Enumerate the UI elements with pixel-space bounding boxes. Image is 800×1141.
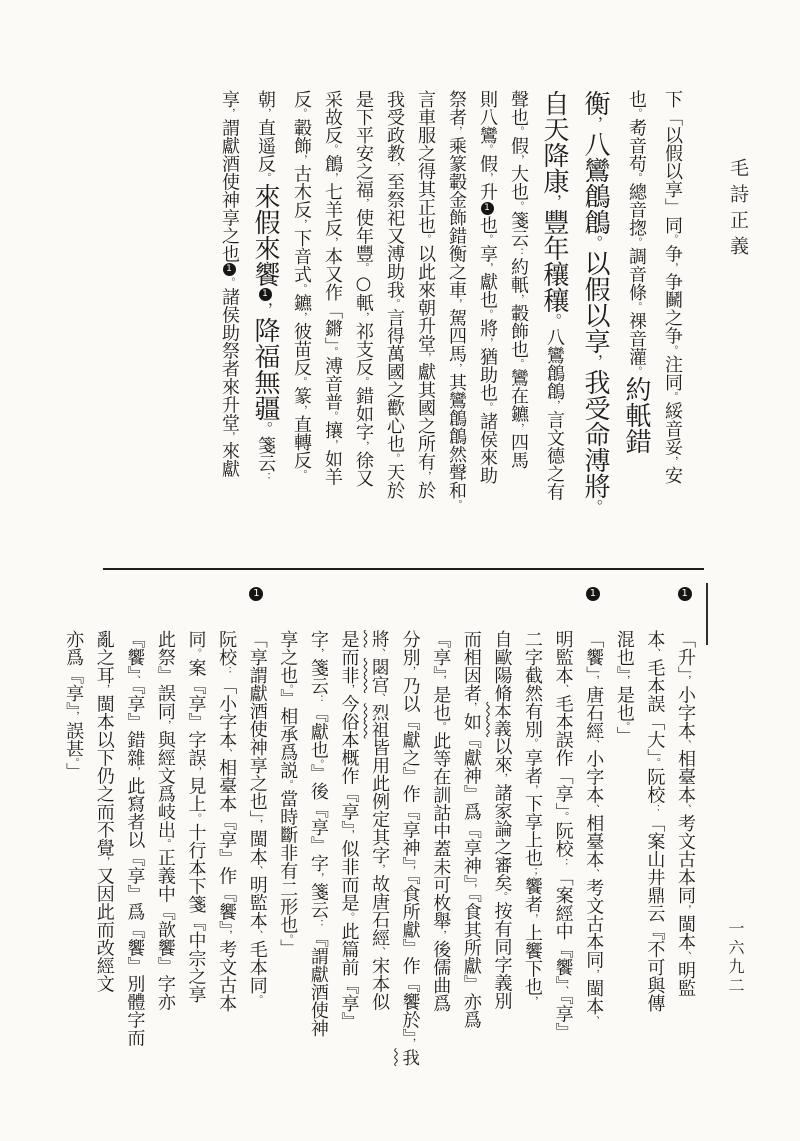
- punctuation: 。: [630, 301, 642, 312]
- punctuation: ，: [464, 883, 477, 894]
- punctuation: 。: [311, 758, 324, 765]
- punctuation: 。: [295, 376, 307, 387]
- page-number: 一六九二: [726, 920, 745, 996]
- book-title-text: 本義: [491, 702, 512, 737]
- annotation-text: 下「以假以享」同。争，争鬭之争。注同。綏音妥，安: [662, 90, 683, 485]
- book-title-text: 烈祖: [369, 703, 390, 739]
- text-column: [534, 90, 575, 566]
- collation-note-column: [547, 585, 578, 1090]
- punctuation: ，: [548, 400, 560, 411]
- punctuation: ；: [526, 866, 539, 878]
- punctuation: ，: [295, 404, 307, 416]
- punctuation: ，: [481, 262, 493, 273]
- punctuation: ，: [357, 198, 369, 209]
- punctuation: ：: [556, 857, 569, 869]
- annotation-text: 此祭』誤同，與經文爲岐出。正義中『歆饗』字亦: [154, 630, 176, 1011]
- punctuation: ，: [586, 116, 604, 132]
- scripture-text: 來假來饗: [250, 182, 280, 287]
- punctuation: 、: [250, 865, 263, 876]
- punctuation: ，: [666, 262, 678, 273]
- annotation-text: 也。享，獻也。將，猶助也。諸侯來助: [477, 215, 498, 485]
- punctuation: ，: [223, 108, 235, 119]
- footnote-ref-marker: 1: [223, 263, 236, 276]
- annotation-text: 享之也。』相承爲説。當時斷非有二形也。」: [277, 630, 299, 957]
- punctuation: 。: [158, 838, 171, 849]
- annotation-text: 皆用此例定其字，故唐石經、宋本似: [369, 738, 391, 1012]
- text-column: [286, 90, 317, 566]
- punctuation: 。: [450, 499, 462, 510]
- punctuation: ，: [679, 904, 691, 915]
- collation-note-column: [333, 585, 364, 1090]
- annotation-text: [369, 693, 390, 703]
- punctuation: ：: [311, 694, 324, 705]
- punctuation: ，: [357, 440, 369, 452]
- collation-note-column: [241, 585, 272, 1090]
- punctuation: 、: [679, 739, 691, 750]
- punctuation: ，: [617, 675, 630, 686]
- note-number-marker: 1: [249, 587, 263, 601]
- punctuation: 。: [223, 277, 235, 288]
- punctuation: 。: [281, 684, 294, 690]
- punctuation: 。: [481, 144, 493, 155]
- punctuation: ，: [259, 108, 271, 119]
- punctuation: 。: [295, 469, 307, 480]
- punctuation: 。: [189, 812, 202, 824]
- annotation-text: 是而非，今俗本概作『享』，似非而是。此篇前『享』: [338, 630, 360, 1031]
- punctuation: ，: [526, 995, 539, 1007]
- punctuation: ，: [512, 293, 524, 305]
- punctuation: ，: [342, 829, 355, 840]
- book-title-text: 閟宫: [369, 657, 390, 693]
- collation-note-column: [455, 585, 486, 1090]
- annotation-text: 『享』，是也。此等在訓詁中蓋未可枚舉，後儒曲爲: [430, 630, 452, 1013]
- punctuation: ，: [295, 311, 307, 323]
- punctuation: ，: [326, 439, 338, 450]
- punctuation: ，: [388, 162, 400, 173]
- annotation-text: 八鸞鶬鶬，言文德之有: [544, 328, 565, 501]
- collation-note-column: [180, 585, 211, 1090]
- collation-note-column: [669, 585, 700, 1090]
- punctuation: 。: [419, 234, 431, 245]
- punctuation: ，: [450, 298, 462, 309]
- punctuation: 。: [295, 283, 307, 294]
- annotation-text: 而相因者，如『獻神』爲『享神』，『食其所獻』亦爲: [460, 630, 482, 1029]
- punctuation: ，: [373, 864, 386, 875]
- annotation-text: 「升」，小字本、相臺本、考文古本同，閩本、明監: [675, 630, 696, 998]
- scripture-text: ，降福無疆。: [250, 301, 280, 437]
- collation-note-column: [486, 585, 517, 1090]
- collation-note-column: [149, 585, 180, 1090]
- scripture-text: 衡，八鸞鶬鶬。以假以享，我受命溥將。: [580, 90, 610, 515]
- punctuation: 。: [526, 738, 539, 749]
- annotation-text: 阮校：「小字本、相臺本『享』作『饗』，考文古本: [216, 630, 238, 1013]
- collation-note-column: [88, 585, 119, 1090]
- punctuation: 。: [495, 891, 508, 902]
- punctuation: ：: [648, 803, 661, 815]
- running-title: 毛詩正義: [727, 158, 749, 262]
- punctuation: 、: [587, 868, 600, 879]
- punctuation: 。: [434, 721, 447, 732]
- annotation-text: 同。案『享』字誤，見上。十行本下箋『中宗之享: [185, 630, 207, 1004]
- collation-note-column: [119, 585, 150, 1090]
- text-column: [317, 90, 348, 566]
- text-column: [616, 90, 657, 566]
- text-column: [472, 90, 503, 566]
- text-column: [245, 90, 286, 566]
- punctuation: ，: [450, 362, 462, 374]
- punctuation: 。: [189, 648, 202, 659]
- annotation-text: 采故反。鶬，七羊反，本又作「鏘」。溥音普。攘，如羊: [322, 90, 343, 486]
- punctuation: 。: [259, 172, 271, 183]
- punctuation: 。: [281, 779, 294, 790]
- punctuation: ，: [495, 773, 508, 784]
- annotation-text: 反。轂飾，古木反，下音式。鑣，彼苗反。篆，直轉反。: [291, 90, 312, 480]
- punctuation: ，: [586, 354, 604, 370]
- text-column: [379, 90, 410, 566]
- annotation-text: 亦爲『享』，誤甚。」: [63, 630, 85, 781]
- punctuation: ，: [311, 872, 324, 883]
- text-column: [503, 90, 534, 566]
- book-title-text: 我: [399, 1048, 420, 1066]
- punctuation: ，: [403, 865, 416, 876]
- punctuation: ，: [666, 455, 678, 467]
- punctuation: ，: [403, 1037, 416, 1049]
- punctuation: ，: [97, 856, 110, 867]
- punctuation: 。: [586, 499, 604, 515]
- punctuation: ，: [250, 819, 263, 830]
- punctuation: ，: [342, 684, 355, 695]
- punctuation: ，: [357, 311, 369, 323]
- punctuation: ，: [587, 968, 600, 980]
- annotation-text: [369, 648, 390, 658]
- annotation-text: 則八鸞。假，升: [477, 90, 498, 201]
- punctuation: ，: [189, 766, 202, 777]
- punctuation: 。: [666, 234, 678, 245]
- main-text-block: [214, 90, 688, 566]
- annotation-text: 朝，直遥反。: [255, 90, 276, 183]
- punctuation: 。: [250, 994, 263, 1005]
- punctuation: 。: [545, 313, 563, 329]
- punctuation: ，: [526, 913, 539, 924]
- collation-note-column: [608, 585, 639, 1090]
- punctuation: ，: [434, 675, 447, 686]
- punctuation: 、: [250, 929, 263, 941]
- annotation-text: 以來，諸家論之審矣。按有同字義別: [491, 737, 513, 1010]
- annotation-text: 二字截然有別。享者，下享上也；饗者，上饗下也，: [522, 630, 544, 1007]
- punctuation: ：: [259, 472, 271, 483]
- punctuation: 。: [586, 235, 604, 251]
- punctuation: ，: [295, 218, 307, 230]
- annotation-text: 明監本、毛本誤作「享」。阮校：「案經中『饗』、『享』: [552, 630, 574, 1041]
- punctuation: ，: [326, 236, 338, 248]
- punctuation: 。: [617, 721, 630, 727]
- text-column: [214, 90, 245, 566]
- punctuation: 。: [326, 346, 338, 357]
- punctuation: 、: [373, 647, 386, 658]
- punctuation: 。: [630, 172, 642, 183]
- collation-note-column: [363, 585, 394, 1090]
- punctuation: 。: [342, 911, 355, 923]
- punctuation: ，: [311, 648, 324, 659]
- punctuation: ，: [220, 929, 233, 941]
- punctuation: ：: [512, 247, 524, 258]
- collation-note-column: [302, 585, 333, 1090]
- punctuation: ，: [464, 702, 477, 713]
- text-column: [410, 90, 441, 566]
- annotation-text: 箋云：: [255, 436, 276, 483]
- punctuation: 。: [326, 144, 338, 155]
- punctuation: 。: [357, 262, 369, 273]
- punctuation: 。: [256, 421, 274, 437]
- punctuation: 、: [648, 648, 661, 659]
- punctuation: 、: [587, 1015, 600, 1026]
- annotation-text: 。諸侯助祭者來升堂，來獻: [219, 277, 240, 479]
- punctuation: 。: [481, 233, 493, 245]
- footnote-ref-marker: 1: [259, 288, 272, 301]
- punctuation: 、: [220, 748, 233, 759]
- punctuation: ：: [311, 918, 324, 930]
- text-column: [657, 90, 688, 566]
- punctuation: 。: [512, 358, 524, 369]
- annotation-text: 自歐陽脩: [491, 630, 513, 702]
- punctuation: 。: [326, 410, 338, 422]
- punctuation: 。: [512, 200, 524, 212]
- scripture-text: 約軝錯: [621, 376, 651, 455]
- punctuation: 。: [666, 391, 678, 402]
- annotation-text: 我受政教，至祭祀又溥助我。言得萬國之歡心也。天於: [384, 90, 405, 500]
- punctuation: 、: [556, 684, 569, 695]
- collation-note-column: [58, 585, 89, 1090]
- collation-note-column: [639, 585, 670, 1090]
- book-title-text: 將: [369, 630, 390, 648]
- punctuation: ，: [679, 675, 691, 686]
- footnote-ref-marker: 1: [481, 202, 494, 215]
- annotation-text: 『饗』、『享』錯雜，此寫者以『享』爲『饗』別體字而: [124, 630, 146, 1047]
- punctuation: ，: [481, 172, 493, 183]
- punctuation: ，: [403, 666, 416, 677]
- annotation-text: 享，謂獻酒使神享之也: [219, 90, 240, 263]
- punctuation: ，: [128, 766, 141, 777]
- annotation-text: 本、毛本誤「大」。阮校：「案山井鼎云『不可與傳: [644, 630, 666, 1013]
- annotation-text: 「享謂獻酒使神享之也」，閩本、明監本、毛本同。: [246, 630, 268, 1005]
- punctuation: ，: [97, 684, 110, 695]
- punctuation: 。: [281, 933, 294, 939]
- collation-note-column: [272, 585, 303, 1090]
- punctuation: ，: [587, 675, 600, 686]
- annotation-text: 言車服之得其正也。以此來朝升堂，獻其國之所有，於: [415, 90, 436, 500]
- note-number-marker: 1: [678, 587, 692, 601]
- punctuation: ，: [526, 784, 539, 795]
- collation-note-column: [211, 585, 242, 1090]
- punctuation: 、: [373, 946, 386, 958]
- collation-note-column: [394, 585, 425, 1090]
- punctuation: 。: [556, 811, 569, 822]
- collation-note-column: [578, 585, 609, 1090]
- collation-note-column: [516, 585, 547, 1090]
- scripture-text: 自天降康，豐年穰穰。: [539, 90, 569, 329]
- annotation-text: 亂之耳，閩本以下仍之而不覺，又因此而改經文: [93, 630, 115, 993]
- punctuation: 。: [295, 108, 307, 119]
- punctuation: ，: [419, 470, 431, 482]
- punctuation: 。: [630, 108, 642, 119]
- annotation-text: 祭者，乘篆轂金飾錯衡之車，駕四馬，其鸞鶬鶬然聲和。: [446, 90, 467, 510]
- annotation-text: 是下平安之福，使年豐。○軝，祁支反。錯如字，徐又: [353, 90, 374, 488]
- punctuation: ，: [512, 422, 524, 434]
- section-divider-line: [103, 568, 704, 570]
- annotation-text: 混也』，是也。」: [613, 630, 635, 745]
- punctuation: 、: [679, 803, 691, 815]
- punctuation: ，: [512, 154, 524, 165]
- punctuation: 。: [388, 452, 400, 464]
- punctuation: ，: [419, 352, 431, 363]
- punctuation: 、: [373, 692, 386, 704]
- punctuation: 、: [587, 739, 600, 750]
- margin-fold-line: [706, 583, 708, 645]
- collation-notes-block: [58, 585, 700, 1090]
- punctuation: 。: [630, 236, 642, 248]
- punctuation: ，: [450, 126, 462, 137]
- punctuation: ，: [223, 431, 235, 443]
- punctuation: 、: [679, 950, 691, 962]
- punctuation: 。: [388, 298, 400, 309]
- punctuation: ：: [220, 666, 233, 677]
- text-column: [575, 90, 616, 566]
- punctuation: 。: [648, 757, 661, 768]
- punctuation: ，: [158, 720, 171, 731]
- punctuation: 。: [67, 757, 80, 763]
- punctuation: ，: [326, 172, 338, 183]
- punctuation: ，: [481, 337, 493, 348]
- collation-note-column: [425, 585, 456, 1090]
- punctuation: 。: [512, 126, 524, 137]
- annotation-text: 也。耇音苟。總音揔。調音條。祼音灌。: [626, 90, 647, 377]
- punctuation: 。: [630, 365, 642, 377]
- punctuation: 。: [481, 308, 493, 320]
- text-column: [441, 90, 472, 566]
- annotation-text: 字，箋云：『獻也。』後『享』字，箋云：『謂獻酒使神: [307, 630, 329, 1038]
- text-column: [348, 90, 379, 566]
- punctuation: 、: [556, 985, 569, 996]
- annotation-text: 「饗」，唐石經、小字本、相臺本、考文古本同，閩本、: [583, 630, 605, 1026]
- punctuation: ，: [295, 154, 307, 165]
- punctuation: ，: [67, 711, 80, 722]
- punctuation: ，: [256, 301, 274, 317]
- punctuation: ，: [434, 929, 447, 941]
- annotation-text: 分別，乃以『獻之』作『享神』，『食所獻』作『饗於』，: [399, 630, 421, 1049]
- punctuation: 。: [357, 376, 369, 387]
- annotation-text: 聲也。假，大也。箋云：約軝，轂飾也。鸞在鑣，四馬: [508, 90, 529, 470]
- note-number-marker: 1: [586, 587, 600, 601]
- punctuation: 、: [128, 675, 141, 686]
- punctuation: 。: [666, 344, 678, 356]
- punctuation: 。: [481, 401, 493, 413]
- punctuation: ，: [545, 194, 563, 210]
- punctuation: 、: [587, 803, 600, 815]
